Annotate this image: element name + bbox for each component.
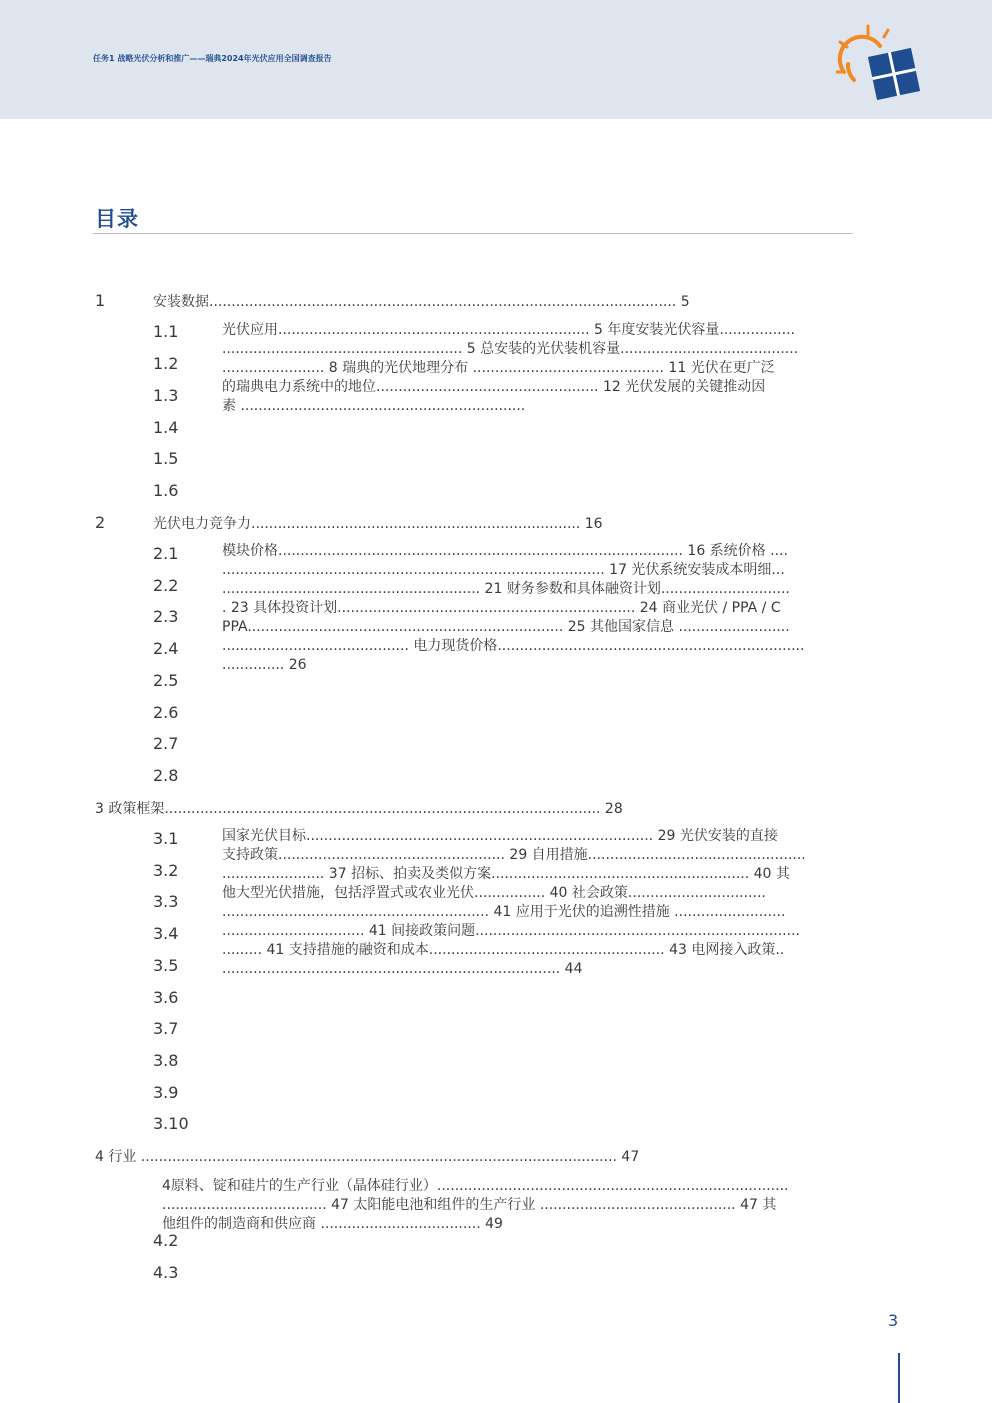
toc-line[interactable]: .............. 26 bbox=[222, 657, 307, 673]
toc-line[interactable]: 光伏应用...................................................................... 5 年度安装光伏容量................. bbox=[222, 322, 795, 338]
page-number-rule bbox=[898, 1353, 900, 1403]
subsection-number: 3.10 bbox=[153, 1114, 189, 1133]
toc-entry-chapter-2[interactable]: 光伏电力竞争力.......................................................................... 16 bbox=[153, 516, 603, 532]
subsection-number: 3.6 bbox=[153, 988, 179, 1007]
subsection-number: 1.3 bbox=[153, 386, 179, 405]
heading-divider bbox=[93, 233, 853, 234]
subsection-number: 3.9 bbox=[153, 1083, 179, 1102]
subsection-number: 1.1 bbox=[153, 322, 179, 341]
toc-line[interactable]: PPA....................................................................... 25 其他国家信息 ......................... bbox=[222, 619, 790, 635]
subsection-number: 2.7 bbox=[153, 734, 179, 753]
toc-line[interactable]: ....................... 8 瑞典的光伏地理分布 ........................................... 11 光伏在更广泛 bbox=[222, 360, 775, 376]
toc-line[interactable]: ...................................................... 5 总安装的光伏装机容量........................................ bbox=[222, 341, 799, 357]
toc-line[interactable]: 国家光伏目标.............................................................................. 29 光伏安装的直接 bbox=[222, 828, 778, 844]
toc-line[interactable]: 素 ................................................................ bbox=[222, 398, 526, 414]
toc-line[interactable]: .......................................... 电力现货价格..................................................................... bbox=[222, 638, 805, 654]
toc-line[interactable]: ............................................................................ 44 bbox=[222, 961, 583, 977]
subsection-number: 1.4 bbox=[153, 418, 179, 437]
subsection-number: 2.1 bbox=[153, 544, 179, 563]
toc-entry-chapter-3[interactable]: 3 政策框架.................................................................................................. 28 bbox=[95, 801, 623, 817]
toc-entries-block-4[interactable] bbox=[162, 1177, 832, 1234]
toc-line[interactable]: ...................................................................................... 17 光伏系统安装成本明细... bbox=[222, 562, 785, 578]
subsection-number: 1.6 bbox=[153, 481, 179, 500]
toc-line[interactable]: 模块价格........................................................................................... 16 系统价格 .... bbox=[222, 543, 788, 559]
subsection-number: 1.5 bbox=[153, 449, 179, 468]
subsection-number: 2.3 bbox=[153, 607, 179, 626]
toc-entry-chapter-4[interactable]: 4 行业 ........................................................................................................... 47 bbox=[95, 1149, 640, 1165]
toc-line[interactable]: 4原料、锭和硅片的生产行业（晶体硅行业）............................................................................... bbox=[162, 1178, 789, 1194]
subsection-number: 3.2 bbox=[153, 861, 179, 880]
toc-line[interactable]: ............................................................ 41 应用于光伏的追溯性措施 ......................... bbox=[222, 904, 786, 920]
sun-solar-panel-logo-icon bbox=[836, 24, 920, 100]
toc-line[interactable]: 他大型光伏措施，包括浮置式或农业光伏................ 40 社会政策............................... bbox=[222, 885, 766, 901]
toc-entries-block-3[interactable] bbox=[222, 827, 834, 979]
subsection-number: 4.3 bbox=[153, 1263, 179, 1282]
toc-line[interactable]: 他组件的制造商和供应商 .................................... 49 bbox=[162, 1216, 503, 1232]
subsection-number: 3.5 bbox=[153, 956, 179, 975]
toc-line[interactable]: ......... 41 支持措施的融资和成本..................................................... 43 电网接入政策.. bbox=[222, 942, 785, 958]
toc-entries-block-2[interactable] bbox=[222, 542, 834, 675]
subsection-number: 3.3 bbox=[153, 892, 179, 911]
toc-line[interactable]: . 23 具体投资计划................................................................... 24 商业光伏 / PPA / C bbox=[222, 600, 781, 616]
toc-entries-block-1[interactable] bbox=[222, 321, 834, 416]
toc-line[interactable]: ..................................... 47 太阳能电池和组件的生产行业 ............................................ 47 其 bbox=[162, 1197, 777, 1213]
subsection-number: 3.7 bbox=[153, 1019, 179, 1038]
subsection-number: 2.2 bbox=[153, 576, 179, 595]
page-number: 3 bbox=[888, 1311, 899, 1330]
subsection-number: 1.2 bbox=[153, 354, 179, 373]
toc-line[interactable]: ....................... 37 招标、拍卖及类似方案.......................................................... 40 其 bbox=[222, 866, 790, 882]
page-header bbox=[0, 0, 992, 119]
header-title: 任务1 战略光伏分析和推广——瑞典2024年光伏应用全国调查报告 bbox=[93, 54, 332, 63]
toc-line[interactable]: ................................ 41 间接政策问题......................................................................... bbox=[222, 923, 800, 939]
toc-line[interactable]: 支持政策................................................... 29 自用措施................................................. bbox=[222, 847, 806, 863]
subsection-number: 2.4 bbox=[153, 639, 179, 658]
subsection-number: 2.8 bbox=[153, 766, 179, 785]
toc-heading: 目录 bbox=[95, 207, 139, 231]
subsection-number: 3.8 bbox=[153, 1051, 179, 1070]
chapter-number: 2 bbox=[95, 513, 106, 532]
toc-entry-chapter-1[interactable]: 安装数据......................................................................................................... 5 bbox=[153, 294, 690, 310]
subsection-number: 3.1 bbox=[153, 829, 179, 848]
subsection-number: 4.2 bbox=[153, 1231, 179, 1250]
subsection-number: 3.4 bbox=[153, 924, 179, 943]
toc-line[interactable]: .......................................................... 21 财务参数和具体融资计划............................. bbox=[222, 581, 790, 597]
chapter-number: 1 bbox=[95, 291, 106, 310]
toc-line[interactable]: 的瑞典电力系统中的地位.................................................. 12 光伏发展的关键推动因 bbox=[222, 379, 766, 395]
subsection-number: 2.5 bbox=[153, 671, 179, 690]
subsection-number: 2.6 bbox=[153, 703, 179, 722]
